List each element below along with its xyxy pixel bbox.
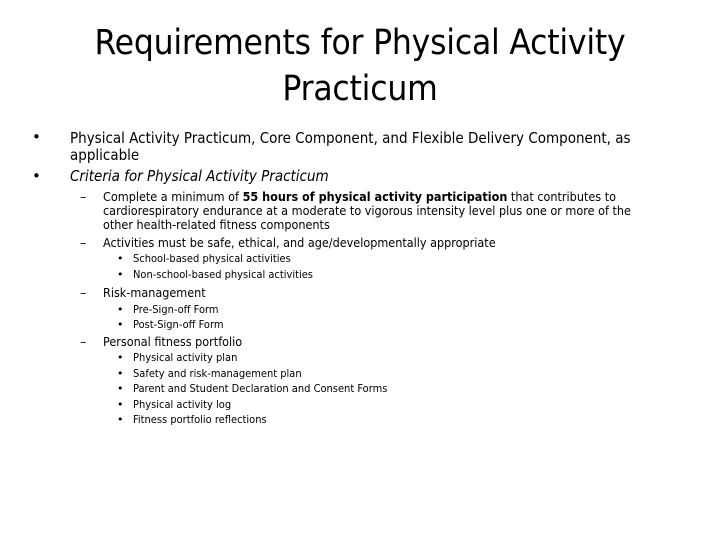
criteria-1-line3: other health-related fitness components xyxy=(103,217,330,232)
item2-criteria-heading: Criteria for Physical Activity Practicum xyxy=(70,167,329,185)
criteria-1-text-a: Complete a minimum of xyxy=(103,189,243,204)
title-line-1: Requirements for Physical Activity xyxy=(94,23,626,63)
title-line-2: Practicum xyxy=(282,69,438,109)
sub-bullet-marker: • xyxy=(117,398,124,411)
criteria-4-sub-2: Safety and risk-management plan xyxy=(133,367,302,380)
sub-bullet-marker: • xyxy=(117,413,124,426)
criteria-1-hours: 55 hours of physical activity participation xyxy=(242,189,508,204)
sub-bullet-marker: • xyxy=(117,367,124,380)
sub-bullet-marker: • xyxy=(117,382,124,395)
sub-bullet-marker: • xyxy=(117,252,124,265)
item1-line2: applicable xyxy=(70,146,140,164)
bullet-marker: • xyxy=(32,167,41,185)
criteria-2: Activities must be safe, ethical, and age/developmentally appropriate xyxy=(103,235,496,250)
criteria-3-sub-2: Post-Sign-off Form xyxy=(133,318,224,331)
criteria-1-text-b: that contributes to xyxy=(507,189,616,204)
slide-title xyxy=(40,20,680,112)
criteria-4: Personal fitness portfolio xyxy=(103,334,243,349)
dash-marker: – xyxy=(80,235,87,250)
sub-bullet-marker: • xyxy=(117,303,124,316)
criteria-2-sub-2: Non-school-based physical activities xyxy=(133,268,313,281)
dash-marker: – xyxy=(80,285,87,300)
criteria-3-sub-1: Pre-Sign-off Form xyxy=(133,303,219,316)
criteria-4-sub-3: Parent and Student Declaration and Consent Forms xyxy=(133,382,388,395)
sub-bullet-marker: • xyxy=(117,318,124,331)
dash-marker: – xyxy=(80,189,87,204)
item1-line1: Physical Activity Practicum, Core Component, and Flexible Delivery Component, as xyxy=(70,129,631,147)
criteria-4-sub-5: Fitness portfolio reflections xyxy=(133,413,267,426)
criteria-4-sub-4: Physical activity log xyxy=(133,398,232,411)
criteria-4-sub-1: Physical activity plan xyxy=(133,351,238,364)
criteria-2-sub-1: School-based physical activities xyxy=(133,252,291,265)
bullet-marker: • xyxy=(32,128,41,146)
sub-bullet-marker: • xyxy=(117,268,124,281)
criteria-1-line1 xyxy=(103,190,616,203)
criteria-3: Risk-management xyxy=(103,285,206,300)
sub-bullet-marker: • xyxy=(117,351,124,364)
criteria-1-line2: cardiorespiratory endurance at a moderate to vigorous intensity level plus one or more of the xyxy=(103,203,631,218)
dash-marker: – xyxy=(80,334,87,349)
